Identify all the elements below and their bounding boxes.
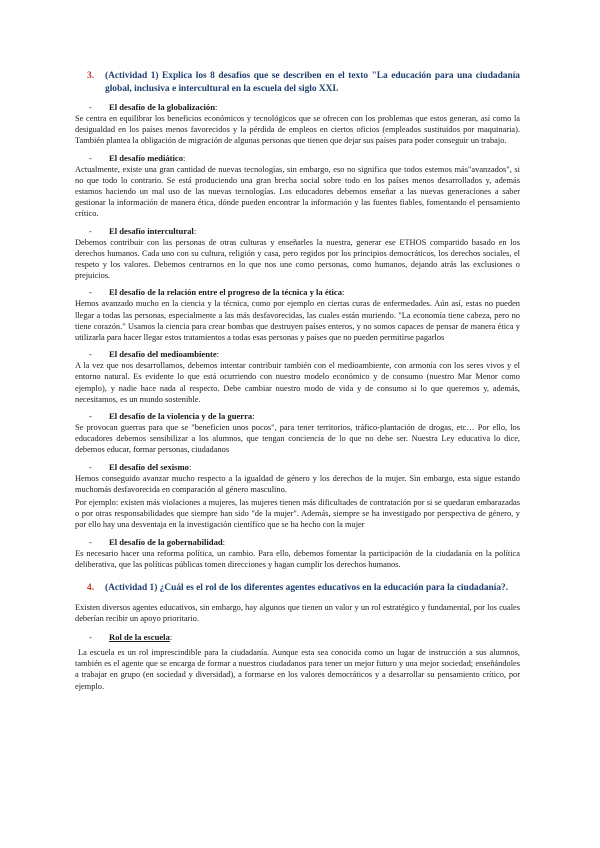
section-title-text: El desafío de la gobernabilidad (109, 536, 223, 547)
section-body-globalizacion: Se centra en equilibrar los beneficios económicos y tecnológicos que se ofrecen con los problemas que estos generan, así como la desigualdad en los países menos favorecidos y la pérdida de empleos en ciertos oficios (empleados sustituidos por maquinaria). También plantea la obligación de migración de algunas personas que tienen que dejar sus países para poder conseguir un trabajo. (75, 114, 520, 146)
question-3-number: 3. (87, 71, 95, 81)
section-title-text: El desafío de la relación entre el progreso de la técnica y la ética (109, 287, 343, 298)
bullet-dash: - (89, 536, 92, 547)
section-title-globalizacion (75, 102, 520, 113)
section-title-text: El desafío de la violencia y de la guerra (109, 411, 253, 422)
question-4-intro: Existen diversos agentes educativos, sin embargo, hay algunos que tienen un valor y un rol estratégico y fundamental, por los cuales deberían recibir un apoyo prioritario. (75, 602, 520, 623)
bullet-dash: - (89, 225, 92, 236)
section-colon: : (222, 536, 226, 547)
question-3-text: (Actividad 1) Explica los 8 desafíos que se describen en el texto "La educación para una ciudadanía global, inclusiva e intercultural en la escuela del siglo XXI. (105, 71, 520, 94)
section-title-text: El desafío intercultural (109, 225, 194, 236)
section-body-intercultural: Debemos contribuir con las personas de otras culturas y enseñarles la nuestra, generar ese ETHOS compartido basado en los derechos humanos. Cada uno con su cultura, religión y casa, pero regidos por los principios democráticos, los derechos sociales, el respeto y los valores. Debemos centrarnos en lo que nos une como personas, como humanos, dejando atrás las exclusiones o prejuicios. (75, 237, 520, 281)
section-title-text: El desafío de la globalización (109, 102, 215, 112)
section-title-sexismo (75, 462, 520, 473)
section-body-mediatico: Actualmente, existe una gran cantidad de nuevas tecnologías, sin embargo, eso no significa que todos estemos más"avanzados", si no que todo lo contrario. Se está produciendo una gran brecha social sobre todo en los países menos desarrollados y, además estamos haciendo un mal uso de las nuevas tecnologías. Los educadores debemos enseñar a las nuevas generaciones a saber gestionar la información de manera ética, dónde pueden encontrar la información y las fuentes fiables, fomentando el pensamiento crítico. (75, 164, 520, 219)
section-body-medioambiente: A la vez que nos desarrollamos, debemos intentar contribuir también con el medioambiente, con armonía con los seres vivos y el entorno natural. Es evidente lo que está ocurriendo con nuestro modelo económico y de consumo (nuestro Mar Menor como ejemplo), y nadie hace nada al respecto. Debe cambiar nuestro modo de vida y de consumo si lo que queremos y, además, necesitamos, es un mundo sostenible. (75, 361, 520, 404)
question-3-heading (75, 70, 520, 95)
question-4-text: (Actividad 1) ¿Cuál es el rol de los diferentes agentes educativos en la educación para la ciudadanía?. (105, 583, 509, 594)
bullet-dash: - (89, 461, 92, 472)
section-colon: : (215, 102, 218, 112)
section-colon: : (188, 461, 192, 472)
bullet-dash: - (89, 632, 92, 642)
section-title-text: El desafío del sexismo (109, 461, 189, 472)
section-title-mediatico (75, 153, 520, 164)
section-body-sexismo: Hemos conseguido avanzar mucho respecto a la igualdad de género y los derechos de la mujer. Sin embargo, esta sigue estando muchomás desfavorecida en comparación al género masculino. (75, 473, 520, 494)
question-4-heading (75, 582, 520, 595)
section-body-violencia-guerra: Se provocan guerras para que se "beneficien unos pocos", para tener territorios, tráfico-plantación de drogas, etc… Por ello, los educadores debemos sensibilizar a los alumnos, que tengan conciencia de lo que no debe ser. Nuestra Ley educativa lo dice, debemos educar, formar personas, ciudadanos (75, 423, 520, 455)
bullet-dash: - (89, 349, 92, 360)
section-body-gobernabilidad: Es necesario hacer una reforma política, un cambio. Para ello, debemos fomentar la participación de la ciudadanía en la política deliberativa, que las políticas públicas tomen direcciones y hagan cumplir los derechos humanos. (75, 548, 520, 569)
question-4-number: 4. (87, 583, 95, 594)
section-colon: : (216, 349, 220, 360)
role-colon: : (169, 632, 173, 642)
section-title-text: El desafío del medioambiente (109, 349, 217, 360)
section-colon: : (252, 411, 255, 422)
section-colon: : (183, 152, 186, 163)
section-title-tecnica-etica (75, 287, 520, 298)
section-body-sexismo-example: Por ejemplo: existen más violaciones a mujeres, las mujeres tienen más dificultades de contratación por si se quedaran embarazadas o por otras responsabilidades que siempre han sido "de la mujer". Además, siempre se ha investigado por perspectiva de género, y por ello hay una desventaja en la investigación científico que se ha hecho con la mujer (75, 498, 520, 530)
section-title-medioambiente (75, 349, 520, 360)
bullet-dash: - (89, 152, 92, 163)
section-colon: : (342, 287, 345, 298)
section-title-gobernabilidad (75, 537, 520, 548)
section-colon: : (193, 225, 197, 236)
section-title-violencia-guerra (75, 411, 520, 422)
section-body-tecnica-etica: Hemos avanzado mucho en la ciencia y la técnica, como por ejemplo en ciertas curas de enfermedades. Aún así, estas no pueden llegar a todas las personas, especialmente a las más desfavorecidas, las cuales están muriendo. "La economía tiene cabeza, pero no tiene corazón." Usamos la ciencia para crear bombas que destruyen países enteros, y no somos capaces de pensar de manera ética y utilizarla para hacer llegar estos tratamientos a todas esas personas y países que no pueden permitirse pagarlos (75, 299, 520, 343)
role-title-escuela (75, 632, 520, 643)
role-body-escuela: La escuela es un rol imprescindible para la ciudadanía. Aunque esta sea conocida como un lugar de instrucción a sus alumnos, también es el agente que se encarga de formar a nuestros ciudadanos para tener un mejor futuro y una mejor sociedad; enseñándoles a trabajar en grupo (en sociedad y diversidad), a formarse en los valores democráticos y a desarrollar su pensamiento crítico, por ejemplo. (75, 648, 520, 691)
role-title-text: Rol de la escuela (109, 632, 170, 642)
section-title-intercultural (75, 226, 520, 237)
bullet-dash: - (89, 287, 92, 298)
bullet-dash: - (89, 102, 92, 112)
bullet-dash: - (89, 411, 92, 422)
section-title-text: El desafío mediático (109, 152, 183, 163)
